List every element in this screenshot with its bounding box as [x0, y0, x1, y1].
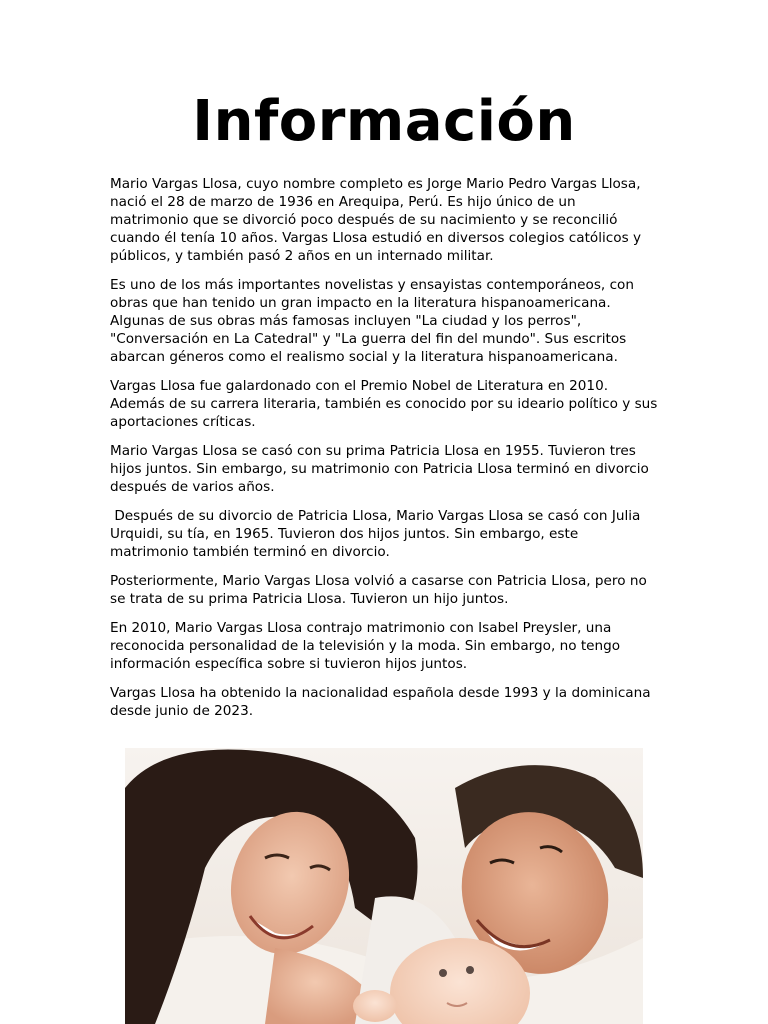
paragraph-6: Posteriormente, Mario Vargas Llosa volvió a casarse con Patricia Llosa, pero no se trata de su prima Patricia Llosa. Tuvieron un hijo juntos.	[110, 573, 647, 607]
paragraph-8: Vargas Llosa ha obtenido la nacionalidad española desde 1993 y la dominicana desde junio de 2023.	[110, 685, 651, 719]
paragraph-5: Después de su divorcio de Patricia Llosa, Mario Vargas Llosa se casó con Julia Urquidi, su tía, en 1965. Tuvieron dos hijos juntos. Sin embargo, este matrimonio también terminó en divorcio.	[110, 508, 645, 560]
document-body	[110, 175, 658, 731]
paragraph-7: En 2010, Mario Vargas Llosa contrajo matrimonio con Isabel Preysler, una reconocida personalidad de la televisión y la moda. Sin embargo, no tengo información específica sobre si tuvieron hijos juntos.	[110, 620, 621, 672]
family-photo	[125, 748, 643, 1024]
paragraph-4: Mario Vargas Llosa se casó con su prima Patricia Llosa en 1955. Tuvieron tres hijos juntos. Sin embargo, su matrimonio con Patricia Llosa terminó en divorcio después de varios años.	[110, 443, 649, 495]
paragraph-2: Es uno de los más importantes novelistas y ensayistas contemporáneos, con obras que han tenido un gran impacto en la literatura hispanoamericana. Algunas de sus obras más famosas incluyen "La ciudad y los perros", "Conversación en La Catedral" y "La guerra del fin del mundo". Sus escritos abarcan géneros como el realismo social y la literatura hispanoamericana.	[110, 277, 634, 365]
paragraph-1: Mario Vargas Llosa, cuyo nombre completo es Jorge Mario Pedro Vargas Llosa, nació el 28 de marzo de 1936 en Arequipa, Perú. Es hijo único de un matrimonio que se divorció poco después de su nacimiento y se reconcilió cuando él tenía 10 años. Vargas Llosa estudió en diversos colegios católicos y públicos, y también pasó 2 años en un internado militar.	[110, 176, 642, 264]
page-title: Información	[192, 89, 576, 154]
family-photo-illustration	[125, 748, 643, 1024]
paragraph-3: Vargas Llosa fue galardonado con el Premio Nobel de Literatura en 2010. Además de su carrera literaria, también es conocido por su ideario político y sus aportaciones críticas.	[110, 378, 658, 430]
